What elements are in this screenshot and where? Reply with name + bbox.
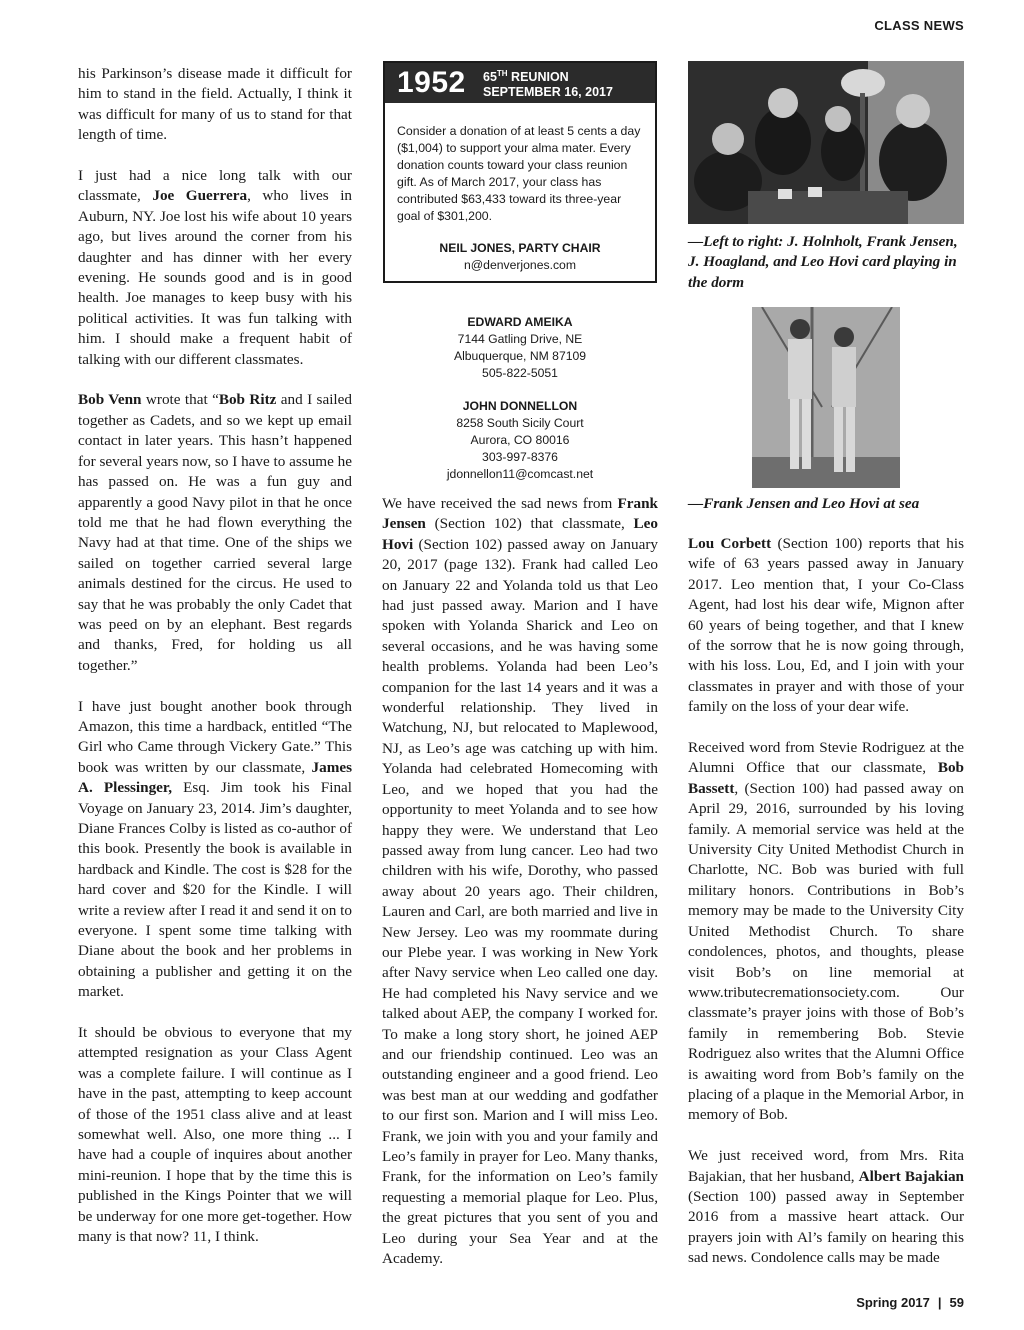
photo-card-playing [688, 61, 964, 224]
contact-donnellon: JOHN DONNELLON 8258 South Sicily Court Aurora, CO 80016 303-997-8376 jdonnellon11@comcast.net [383, 398, 657, 483]
paragraph: Received word from Stevie Rodriguez at the Alumni Office that our classmate, Bob Bassett, (Section 100) had passed away on April 29, 2016, surrounded by his loving family. A memorial service was held at the University City United Methodist Church in Charlotte, NC. Bob was buried with full military honors. Contributions in Bob’s memory may be made to the University City United Methodist Church. To share condolences, photos, and thoughts, please visit Bob’s on line memorial at www.tributecremationsociety.com. Our classmate’s prayer joins with those of Bob’s family in remembering Bob. Stevie Rodriguez also writes that the Alumni Office is awaiting word from Bob’s family on the placing of a plaque in the Memorial Arbor, in memory of Bob. [688, 739, 964, 1124]
paragraph: Bob Venn wrote that “Bob Ritz and I sailed together as Cadets, and so we kept up email contact in later years. This hasn’t happened for several years now, so I have to assume he has passed on. He was a fun guy and apparently a good Navy pilot in that he once told me that he had flown everything the Navy had at that time. One of the ships we sailed on together carried several large animals destined for the circus. He used to say that he was probably the only Cadet that was peed on by an elephant. Best regards and thanks, Fred, for holding us all together.” [78, 391, 352, 674]
photo-caption: —Frank Jensen and Leo Hovi at sea [688, 495, 920, 512]
paragraph: I have just bought another book through Amazon, this time a hardback, entitled “The Girl who Came through Vickery Gate.” This book was written by our classmate, James A. Plessinger, Esq. Jim took his Final Voyage on January 23, 2014. Jim’s daughter, Diane Frances Colby is listed as co-author of this book. Presently the book is available in hardback and Kindle. The cost is $28 for the hard cover and $20 for the Kindle. I will write a review after I read it and send it on to everyone. I spent some time talking with Diane about the book and her problems in obtaining a publisher and getting it on the market. [78, 697, 353, 1001]
reunion-body: Consider a donation of at least 5 cents a day ($1,004) to support your alma mater. Every donation counts toward your class reunion gift. As of March 2017, your class has contributed $63,433 toward its three-year goal of $301,200. [397, 124, 641, 223]
contact-email[interactable]: jdonnellon11@comcast.net [446, 467, 594, 481]
page-footer [856, 1295, 964, 1310]
reunion-info: 65TH REUNION SEPTEMBER 16, 2017 [483, 69, 613, 99]
paragraph: We have received the sad news from Frank Jensen (Section 102) that classmate, Leo Hovi (Section 102) passed away on January 20, 2017 (page 132). Frank had called Leo on January 22 and Yolanda told us that Leo had just passed away. Marion and I have spoken with Yolanda Sharick and Leo on several occasions, and he was having some health problems. Yolanda had been Leo’s companion for the last 14 years and it was a wonderful relationship. They lived in Watchung, NJ, but relocated to Maplewood, NJ, as Leo’s age was catching up with him. Yolanda had celebrated Homecoming with Leo, and we hoped that you had the opportunity to meet Yolanda and to see how happy they were. We understand that Leo passed away from lung cancer. Leo had two children with his wife, Dorothy, who passed away about 20 years ago. Their children, Lauren and Carl, are both married and live in New Jersey. Leo was my roommate during our Plebe year. I was working in New York after Navy service when Leo called one day. He had completed his Navy service and we talked about AEP, the company I worked for. To make a long story short, he joined AEP and our friendship continued. Leo was an outstanding engineer and a good friend. Leo was best man at our wedding and godfather to our first son. Marion and I will miss Leo. Frank, we join with you and your family and Leo’s family in prayer for Leo. Many thanks, Frank, for the information on Leo’s family requesting a memorial plaque for Leo. Plus, the great pictures that you sent of you and Leo during your Sea Year and at the Academy. [382, 495, 658, 1268]
photo-caption: —Left to right: J. Holnholt, Frank Jensen, J. Hoagland, and Leo Hovi card playing in the dorm [688, 233, 958, 291]
reunion-date: SEPTEMBER 16, 2017 [483, 84, 613, 99]
footer-separator: | [937, 1295, 942, 1310]
middle-column [382, 494, 658, 1290]
issue-label: Spring 2017 [856, 1295, 930, 1310]
page-number: 59 [949, 1295, 964, 1310]
left-column [78, 64, 352, 1268]
reunion-chair: NEIL JONES, PARTY CHAIR n@denverjones.com [385, 240, 655, 274]
chair-email[interactable]: n@denverjones.com [464, 258, 576, 272]
reunion-box [383, 61, 657, 283]
paragraph: Lou Corbett (Section 100) reports that his wife of 63 years passed away in January 2017. Leo mention that, I your Co-Class Agent, had lost his dear wife, Mignon after 60 years of being together, and that I knew of the sorrow that he is now going through, with his loss. Lou, Ed, and I join with your classmates in prayer and with those of your family on the loss of your dear wife. [688, 535, 964, 716]
photo-at-sea [752, 307, 900, 488]
paragraph: It should be obvious to everyone that my attempted resignation as your Class Agent was a complete failure. I will continue as I have in the past, attempting to keep account of those of the 1951 class alive and at least somewhat well. Also, one more thing ... I have had a couple of inquires about another mini-reunion. I hope that by the time this is published in the Kings Pointer that we will be underway for one more get-together. How many is that now? 11, I think. [78, 1024, 352, 1246]
right-column [688, 534, 964, 1289]
reunion-header [385, 63, 655, 103]
reunion-year: 1952 [397, 66, 466, 99]
paragraph: his Parkinson’s disease made it difficult for him to stand in the field. Actually, I think it was difficult for many of us to stand for that length of time. [78, 65, 352, 144]
paragraph: We just received word, from Mrs. Rita Bajakian, that her husband, Albert Bajakian (Section 100) passed away in September 2016 from a massive heart attack. Our prayers join with Al’s family on hearing this sad news. Condolence calls may be made [688, 1147, 965, 1267]
section-label: CLASS NEWS [874, 18, 964, 33]
contact-ameika: EDWARD AMEIKA 7144 Gatling Drive, NE Albuquerque, NM 87109 505-822-5051 [453, 315, 587, 380]
paragraph: I just had a nice long talk with our classmate, Joe Guerrera, who lives in Auburn, NY. Joe lost his wife about 10 years ago, but lives around the corner from his daughter and has dinner with her every evening. He sounds good and is in good health. Joe manages to keep busy with his political activities. It was fun talking with him. I should make a frequent habit of talking with our different classmates. [78, 167, 353, 368]
